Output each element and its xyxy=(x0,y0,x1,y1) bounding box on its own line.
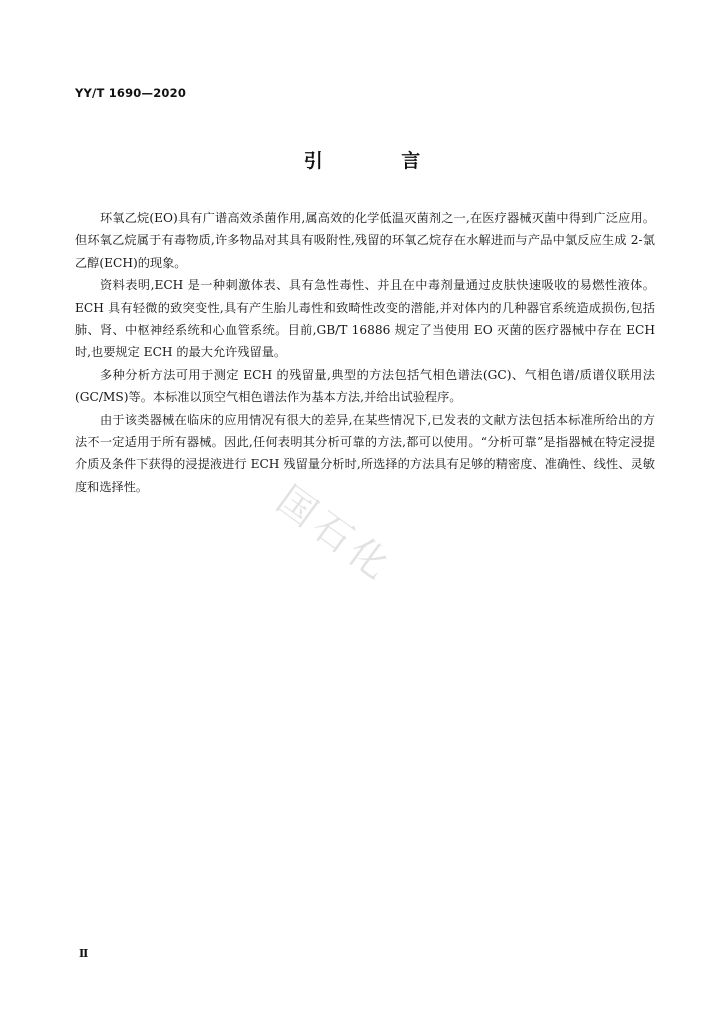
watermark: 国石化 xyxy=(268,477,402,591)
standard-code: YY/T 1690—2020 xyxy=(75,86,187,100)
body-text xyxy=(75,207,655,498)
paragraph-2: 资料表明,ECH 是一种刺激体表、具有急性毒性、并且在中毒剂量通过皮肤快速吸收的易燃性液体。ECH 具有轻微的致突变性,具有产生胎儿毒性和致畸性改变的潜能,并对体内的几种器官系统造成损伤,包括肺、肾、中枢神经系统和心血管系统。目前,GB/T 16886 规定了当使用 EO 灭菌的医疗器械中存在 ECH 时,也要规定 ECH 的最大允许残留量。 xyxy=(75,278,655,360)
paragraph-3: 多种分析方法可用于测定 ECH 的残留量,典型的方法包括气相色谱法(GC)、气相色谱/质谱仪联用法(GC/MS)等。本标准以顶空气相色谱法作为基本方法,并给出试验程序。 xyxy=(75,367,655,405)
paragraph-4: 由于该类器械在临床的应用情况有很大的差异,在某些情况下,已发表的文献方法包括本标准所给出的方法不一定适用于所有器械。因此,任何表明其分析可靠的方法,都可以使用。“分析可靠”是指器械在特定浸提介质及条件下获得的浸提液进行 ECH 残留量分析时,所选择的方法具有足够的精密度、准确性、线性、灵敏度和选择性。 xyxy=(75,412,655,494)
page-title: 引 言 xyxy=(303,150,457,172)
paragraph-1: 环氧乙烷(EO)具有广谱高效杀菌作用,属高效的化学低温灭菌剂之一,在医疗器械灭菌中得到广泛应用。但环氧乙烷属于有毒物质,许多物品对其具有吸附性,残留的环氧乙烷存在水解进而与产品中氯反应生成 2-氯乙醇(ECH)的现象。 xyxy=(75,211,655,270)
page-number: Ⅱ xyxy=(79,947,89,960)
